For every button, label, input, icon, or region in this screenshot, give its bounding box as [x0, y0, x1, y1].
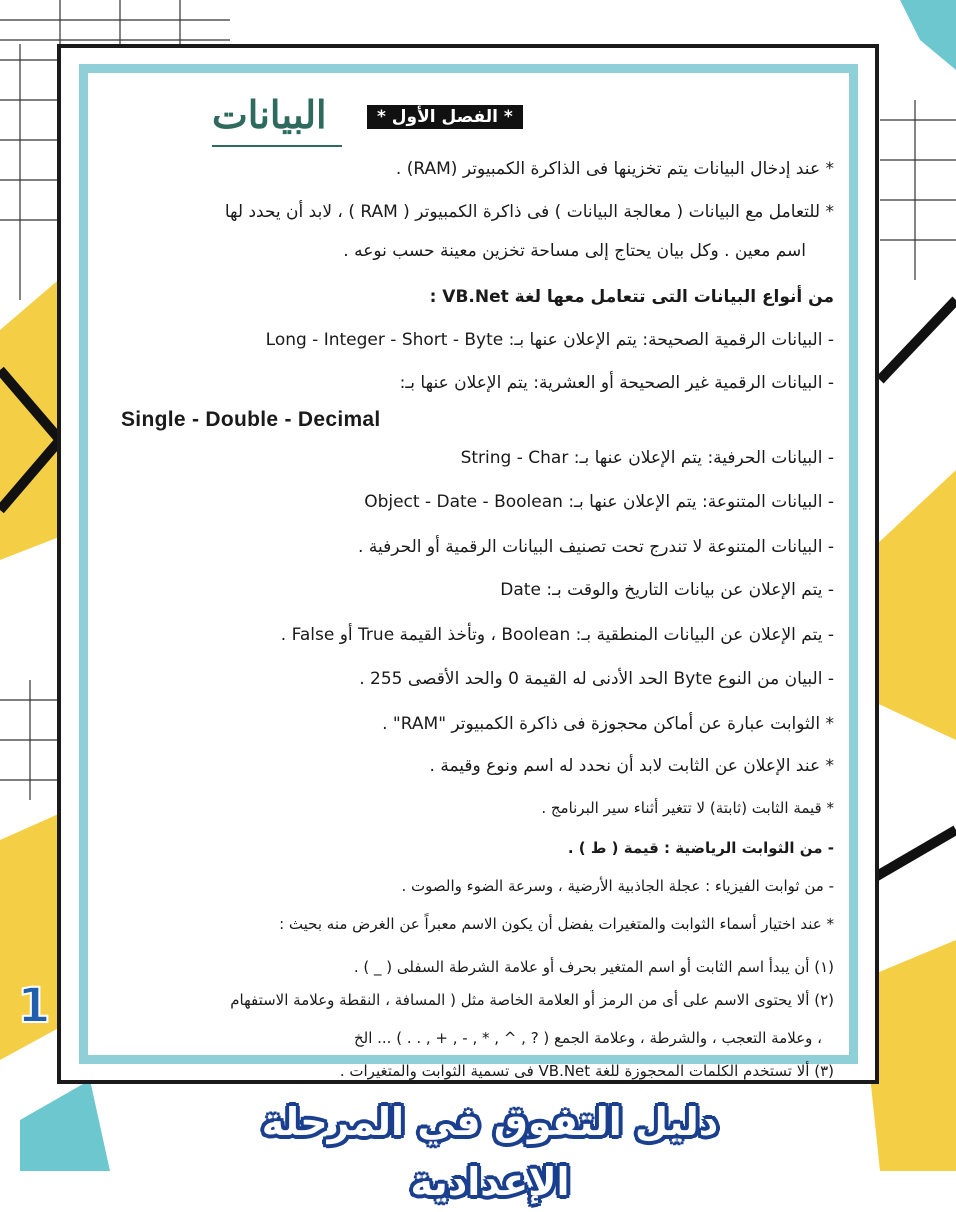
text-line-19: * عند اختيار أسماء الثوابت والمتغيرات يفضل أن يكون الاسم معبراً عن الغرض منه بحيث :	[279, 915, 834, 933]
title-underline	[212, 145, 342, 147]
page-title: البيانات	[212, 92, 327, 137]
page-number: 1	[17, 978, 51, 1034]
text-line-20: (١) أن يبدأ اسم الثابت أو اسم المتغير بحرف أو علامة الشرطة السفلى ( _ ) .	[353, 958, 834, 976]
text-line-16: * قيمة الثابت (ثابتة) لا تتغير أثناء سير البرنامج .	[541, 799, 834, 817]
chapter-label: * الفصل الأول *	[367, 105, 523, 129]
text-line-7: Single - Double - Decimal	[121, 408, 381, 431]
text-line-12: - يتم الإعلان عن البيانات المنطقية بـ: Boolean ، وتأخذ القيمة True أو False .	[280, 625, 834, 645]
text-line-9: - البيانات المتنوعة: يتم الإعلان عنها بـ: Object - Date - Boolean	[364, 492, 834, 512]
text-line-18: - من ثوابت الفيزياء : عجلة الجاذبية الأرضية ، وسرعة الضوء والصوت .	[401, 877, 834, 895]
text-line-14: * الثوابت عبارة عن أماكن محجوزة فى ذاكرة الكمبيوتر "RAM" .	[382, 714, 834, 734]
text-line-5: - البيانات الرقمية الصحيحة: يتم الإعلان عنها بـ: Long - Integer - Short - Byte	[265, 330, 834, 350]
text-line-22: ، وعلامة التعجب ، والشرطة ، وعلامة الجمع ( ? , ^ , * , - , + , . . ) ... الخ	[353, 1029, 822, 1047]
text-line-21: (٢) ألا يحتوى الاسم على أى من الرمز أو العلامة الخاصة مثل ( المسافة ، النقطة وعلامة الاستفهام	[230, 991, 834, 1009]
page-content	[97, 80, 842, 1080]
footer-banner: دليل التفوق في المرحلة الإعدادية	[261, 1100, 719, 1204]
text-line-4: من أنواع البيانات التى تتعامل معها لغة VB.Net :	[429, 287, 834, 307]
text-line-11: - يتم الإعلان عن بيانات التاريخ والوقت بـ: Date	[500, 580, 834, 600]
text-line-17: - من الثوابت الرياضية : قيمة ( ط ) .	[567, 839, 834, 857]
text-line-1: * عند إدخال البيانات يتم تخزينها فى الذاكرة الكمبيوتر (RAM) .	[395, 159, 834, 179]
text-line-6: - البيانات الرقمية غير الصحيحة أو العشرية: يتم الإعلان عنها بـ:	[399, 373, 834, 393]
text-line-8: - البيانات الحرفية: يتم الإعلان عنها بـ: String - Char	[460, 448, 834, 468]
text-line-10: - البيانات المتنوعة لا تندرج تحت تصنيف البيانات الرقمية أو الحرفية .	[358, 537, 834, 557]
text-line-15: * عند الإعلان عن الثابت لابد أن نحدد له اسم ونوع وقيمة .	[429, 756, 834, 776]
text-line-23: (٣) ألا تستخدم الكلمات المحجوزة للغة VB.Net فى تسمية الثوابت والمتغيرات .	[339, 1062, 834, 1080]
text-line-3: اسم معين . وكل بيان يحتاج إلى مساحة تخزين معينة حسب نوعه .	[343, 241, 806, 261]
text-line-13: - البيان من النوع Byte الحد الأدنى له القيمة 0 والحد الأقصى 255 .	[359, 669, 834, 689]
text-line-2: * للتعامل مع البيانات ( معالجة البيانات ) فى ذاكرة الكمبيوتر ( RAM ) ، لابد أن يحدد لها	[224, 202, 834, 222]
